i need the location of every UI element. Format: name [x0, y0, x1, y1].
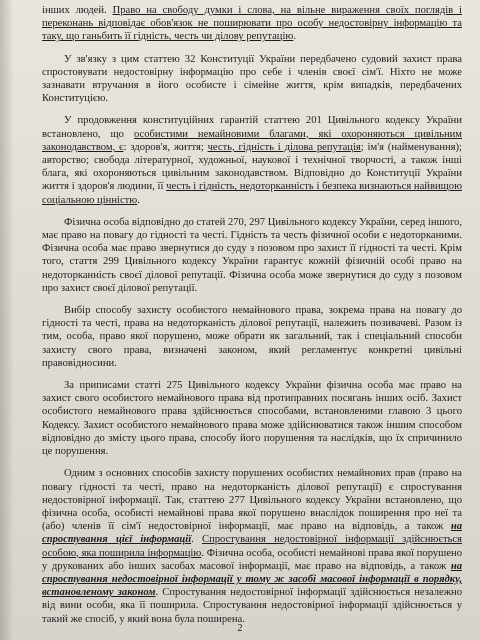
- paragraph: [42, 467, 462, 625]
- text-run: інших людей.: [42, 5, 113, 16]
- paragraph: [42, 53, 462, 106]
- text-run: Вибір способу захисту особистого немайнового права, зокрема права на повагу до гідності та честі, права на недоторканість ділової репутації, належить позивачеві. Разом із тим, особа, право якої порушено, може обрати як загальний, так і спеціальний способи захисту свого права, визначені законом, який регламентує конкретні цивільні правовідносини.: [42, 305, 462, 369]
- paragraph: [42, 114, 462, 206]
- emphasized-text: на спростування цієї інформації: [42, 521, 462, 546]
- paragraph: [42, 304, 462, 370]
- page-number: 2: [237, 623, 243, 634]
- underlined-text: особистими немайновими благами, які охороняються цивільним законодавством, є: [42, 128, 462, 153]
- text-run: . Фізична особа, особисті немайнові права якої порушено у друкованих або інших засобах масової інформації, має право на відповідь, а також: [42, 547, 462, 572]
- text-run: . Спростування недостовірної інформації здійснюється незалежно від вини особи, яка її поширила. Спростування недостовірної інформації здійснюється у такий же спосіб, у який вона була поширена.: [42, 587, 462, 625]
- text-run: Одним з основних способів захисту порушених особистих немайнових прав (право на повагу гідності та честі, право на недоторканість ділової репутації) є спростування недостовірної інформації. Так, статтею 277 Цивільного кодексу України встановлено, що фізична особа, особисті немайнові права якої порушено внаслідок поширення про неї та (або) членів її сім'ї недостовірної інформації, має право на відповідь, а також: [42, 468, 462, 533]
- text-run: У зв'язку з цим статтею 32 Конституції України передбачено судовий захист права спростовувати недостовірну інформацію про себе і членів своєї сім'ї. Ніхто не може зазнавати втручання в його особисте і сімейне життя, крім випадків, передбачених Конституцією.: [42, 53, 462, 105]
- text-run: У продовження конституційних гарантій статтею 201 Цивільного кодексу України встановлено, що: [42, 115, 462, 140]
- paragraph: [42, 216, 462, 295]
- text-run: .: [191, 534, 203, 546]
- text-run: : здоров'я, життя;: [123, 141, 208, 153]
- underlined-text: Право на свободу думки і слова, на вільне вираження своїх поглядів і переконань відповідає обов'язок не поширювати про особу недостовірну інформацію та таку, що ганьбить її гідність, честь чи ділову репутацію: [42, 5, 462, 43]
- text-run: .: [293, 31, 296, 43]
- paragraph: [42, 379, 462, 458]
- underlined-text: честь і гідність, недоторканність і безпека визнаються найвищою соціальною цінністю: [42, 181, 462, 206]
- emphasized-text: на спростування недостовірної інформації у тому ж засобі масової інформації в порядку, встановленому законом: [42, 560, 462, 599]
- underlined-text: Спростування недостовірної інформації здійснюється особою, яка поширила інформацію: [42, 534, 462, 559]
- text-run: Фізична особа відповідно до статей 270, 297 Цивільного кодексу України, серед іншого, має право на повагу до гідності та честі. Гідність та честь фізичної особи є недоторканими. Фізична особа має право звернутися до суду з позовом про захист її гідності та честі. Крім того, стаття 299 Цивільного кодексу України гарантує кожній фізичній особі право на недоторканність своєї ділової репутації. Фізична особа може звернутися до суду з позовом про захист своєї ділової репутації.: [42, 216, 462, 294]
- document-page: [42, 4, 462, 635]
- text-run: .: [137, 194, 140, 206]
- page-edge-shadow: [0, 0, 14, 640]
- paragraph: [42, 4, 462, 44]
- text-run: ; ім'я (найменування); авторство; свобода літературної, художньої, наукової і технічної творчості, а також інші блага, які охороняються цивільним законодавством. Відповідно до Конституції України життя і здоров'я людини, її: [42, 141, 462, 193]
- underlined-text: честь, гідність і ділова репутація: [207, 141, 361, 153]
- text-run: За приписами статті 275 Цивільного кодексу України фізична особа має право на захист свого особистого немайнового права від протиправних посягань інших осіб. Захист особистого немайнового права здійснюється способами, встановленими главою 3 цього Кодексу. Захист особистого немайнового права може здійснюватися також іншим способом відповідно до змісту цього права, способу його порушення та наслідків, що їх спричинило це порушення.: [42, 380, 462, 458]
